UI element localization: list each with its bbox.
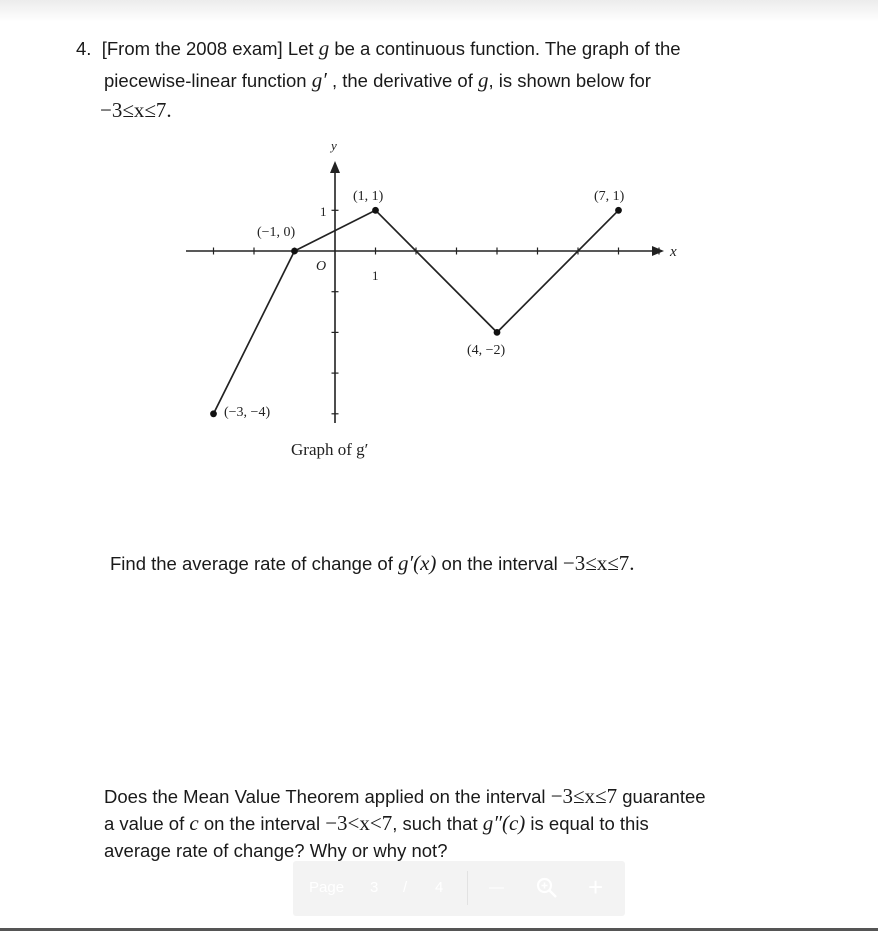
- point-label-1: (−3, −4): [224, 405, 271, 420]
- pager-divider: [467, 871, 468, 905]
- question-source: [From the 2008 exam] Let: [101, 38, 319, 59]
- question-line-2: piecewise-linear function g′ , the derivative of g, is shown below for: [104, 68, 651, 92]
- g-prime: g′: [311, 68, 327, 92]
- x-axis-label: x: [670, 244, 677, 260]
- page-navigation-bar: [293, 861, 625, 916]
- point-label-3: (1, 1): [353, 189, 384, 204]
- zoom-out-button[interactable]: —: [489, 879, 504, 896]
- interval: −3≤x≤7.: [562, 551, 635, 575]
- part-b-line-1: Does the Mean Value Theorem applied on the interval −3≤x≤7 guarantee: [104, 784, 706, 808]
- y-tick-label: 1: [320, 204, 327, 219]
- page-label: Page: [309, 879, 345, 896]
- point-label-2: (−1, 0): [257, 225, 296, 240]
- x-axis-arrow: [652, 246, 664, 256]
- part-b-line-2: a value of c on the interval −3<x<7, such that g″(c) is equal to this: [104, 811, 649, 835]
- x-tick-label: 1: [372, 268, 379, 283]
- graph-title: Graph of g′: [291, 440, 369, 459]
- top-bar: [0, 0, 878, 22]
- graph-point-3: [372, 207, 379, 214]
- graph-point-5: [615, 207, 622, 214]
- g-prime-of-x: g′(x): [397, 551, 437, 575]
- point-label-4: (4, −2): [467, 343, 506, 358]
- graph-point-2: [291, 248, 298, 255]
- point-label-5: (7, 1): [594, 189, 625, 204]
- origin-label: O: [316, 259, 327, 274]
- graph-point-4: [494, 329, 501, 336]
- axis-ticks: [214, 170, 660, 414]
- zoom-in-button[interactable]: +: [588, 872, 604, 902]
- question-interval: −3≤x≤7.: [100, 98, 172, 122]
- zoom-magnifier-icon[interactable]: [535, 876, 559, 900]
- graph-of-g-prime: [180, 130, 700, 470]
- y-axis-arrow: [330, 161, 340, 173]
- page-separator: /: [403, 879, 408, 896]
- y-axis-label: y: [331, 138, 337, 153]
- question-number: 4.: [76, 38, 92, 59]
- current-page-input[interactable]: 3: [370, 879, 379, 896]
- part-b-line-3: average rate of change? Why or why not?: [104, 840, 448, 861]
- graph-point-1: [210, 410, 217, 417]
- question-line-1: 4. [From the 2008 exam] Let g be a continuous function. The graph of the: [76, 36, 681, 60]
- g-prime-line: [214, 210, 619, 413]
- var-g: g: [318, 36, 330, 60]
- part-a-question: Find the average rate of change of g′(x) on the interval −3≤x≤7.: [110, 551, 635, 575]
- total-pages: 4: [435, 879, 444, 896]
